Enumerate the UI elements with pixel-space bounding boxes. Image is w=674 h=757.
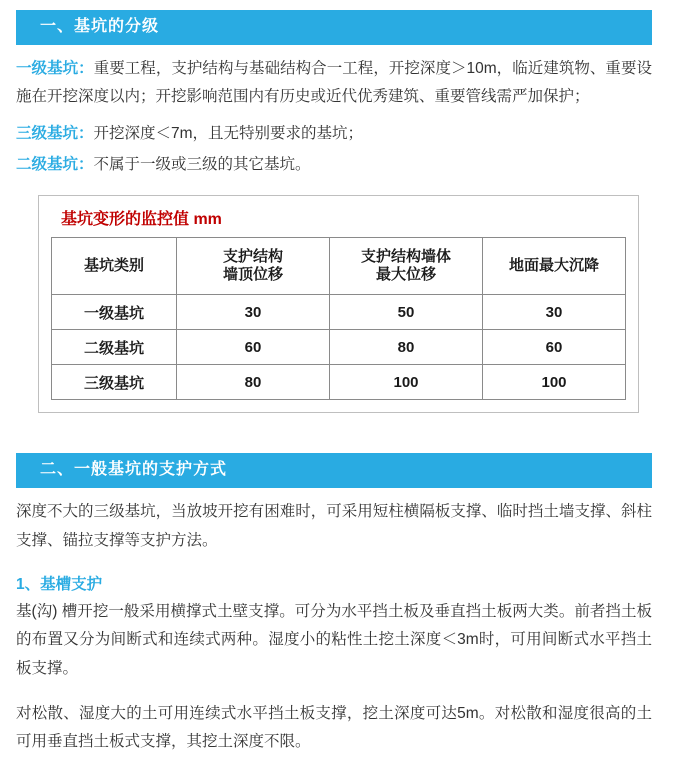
spacer [16,413,652,435]
spacer [16,558,652,572]
table-cell: 60 [483,330,626,365]
monitor-table [51,237,626,400]
table-row [52,295,626,330]
section-heading-1: 一、基坑的分级 [16,10,652,45]
table-cell: 50 [330,295,483,330]
section-heading-2: 二、一般基坑的支护方式 [16,453,652,488]
table-cell: 100 [330,365,483,400]
monitor-table-container [16,195,652,413]
paragraph-section2-intro: 深度不大的三级基坑，当放坡开挖有困难时，可采用短柱横隔板支撑、临时挡土墙支撑、斜柱支撑、锚拉支撑等支护方法。 [16,503,652,549]
table-cell: 100 [483,365,626,400]
label-grade-2: 二级基坑： [16,155,94,173]
monitor-table-frame [38,195,639,413]
paragraph-grade-3 [16,120,652,149]
table-cell: 30 [483,295,626,330]
monitor-table-head [52,238,626,295]
table-cell: 一级基坑 [52,295,177,330]
header-line: 地面最大沉降 [508,257,599,275]
subsection-title-1: 1、基槽支护 [16,575,103,593]
monitor-table-title: 基坑变形的监控值 mm [61,211,222,229]
header-line: 支护结构 [222,247,283,265]
table-header-cell-3 [483,238,626,295]
paragraph-grade-1 [16,55,652,112]
paragraph-subsection-1: 基(沟) 槽开挖一般采用横撑式土壁支撑。可分为水平挡土板及垂直挡土板两大类。前者挡土板的布置又分为间断式和连续式两种。湿度小的粘性土挖土深度＜3m时，可用间断式水平挡土板支撑。 [16,602,652,677]
text-grade-3: 开挖深度＜7m，且无特别要求的基坑； [93,125,364,143]
monitor-table-body [52,295,626,400]
table-cell: 三级基坑 [52,365,177,400]
paragraph-subsection-2: 对松散、湿度大的土可用连续式水平挡土板支撑，挖土深度可达5m。对松散和湿度很高的土可用垂直挡土板式支撑，其挖土深度不限。 [16,704,652,751]
header-line: 墙顶位移 [222,266,283,284]
label-grade-1: 一级基坑： [16,59,94,77]
table-cell: 30 [177,295,330,330]
table-row [52,330,626,365]
header-line: 基坑类别 [83,257,144,275]
header-line: 支护结构墙体 [360,247,451,265]
text-grade-1: 重要工程，支护结构与基础结构合一工程，开挖深度＞10m，临近建筑物、重要设施在开挖深度以内；开挖影响范围内有历史或近代优秀建筑、重要管线需严加保护； [16,59,652,106]
table-header-cell-0 [52,238,177,295]
paragraph-grade-2 [16,151,652,180]
table-cell: 80 [330,330,483,365]
table-cell: 二级基坑 [52,330,177,365]
label-grade-3: 三级基坑： [16,125,94,143]
table-row [52,365,626,400]
header-line: 最大位移 [375,266,436,284]
table-cell: 80 [177,365,330,400]
table-cell: 60 [177,330,330,365]
spacer [16,686,652,700]
table-header-row [52,238,626,295]
table-header-cell-1 [177,238,330,295]
text-grade-2: 不属于一级或三级的其它基坑。 [93,155,311,173]
table-header-cell-2 [330,238,483,295]
